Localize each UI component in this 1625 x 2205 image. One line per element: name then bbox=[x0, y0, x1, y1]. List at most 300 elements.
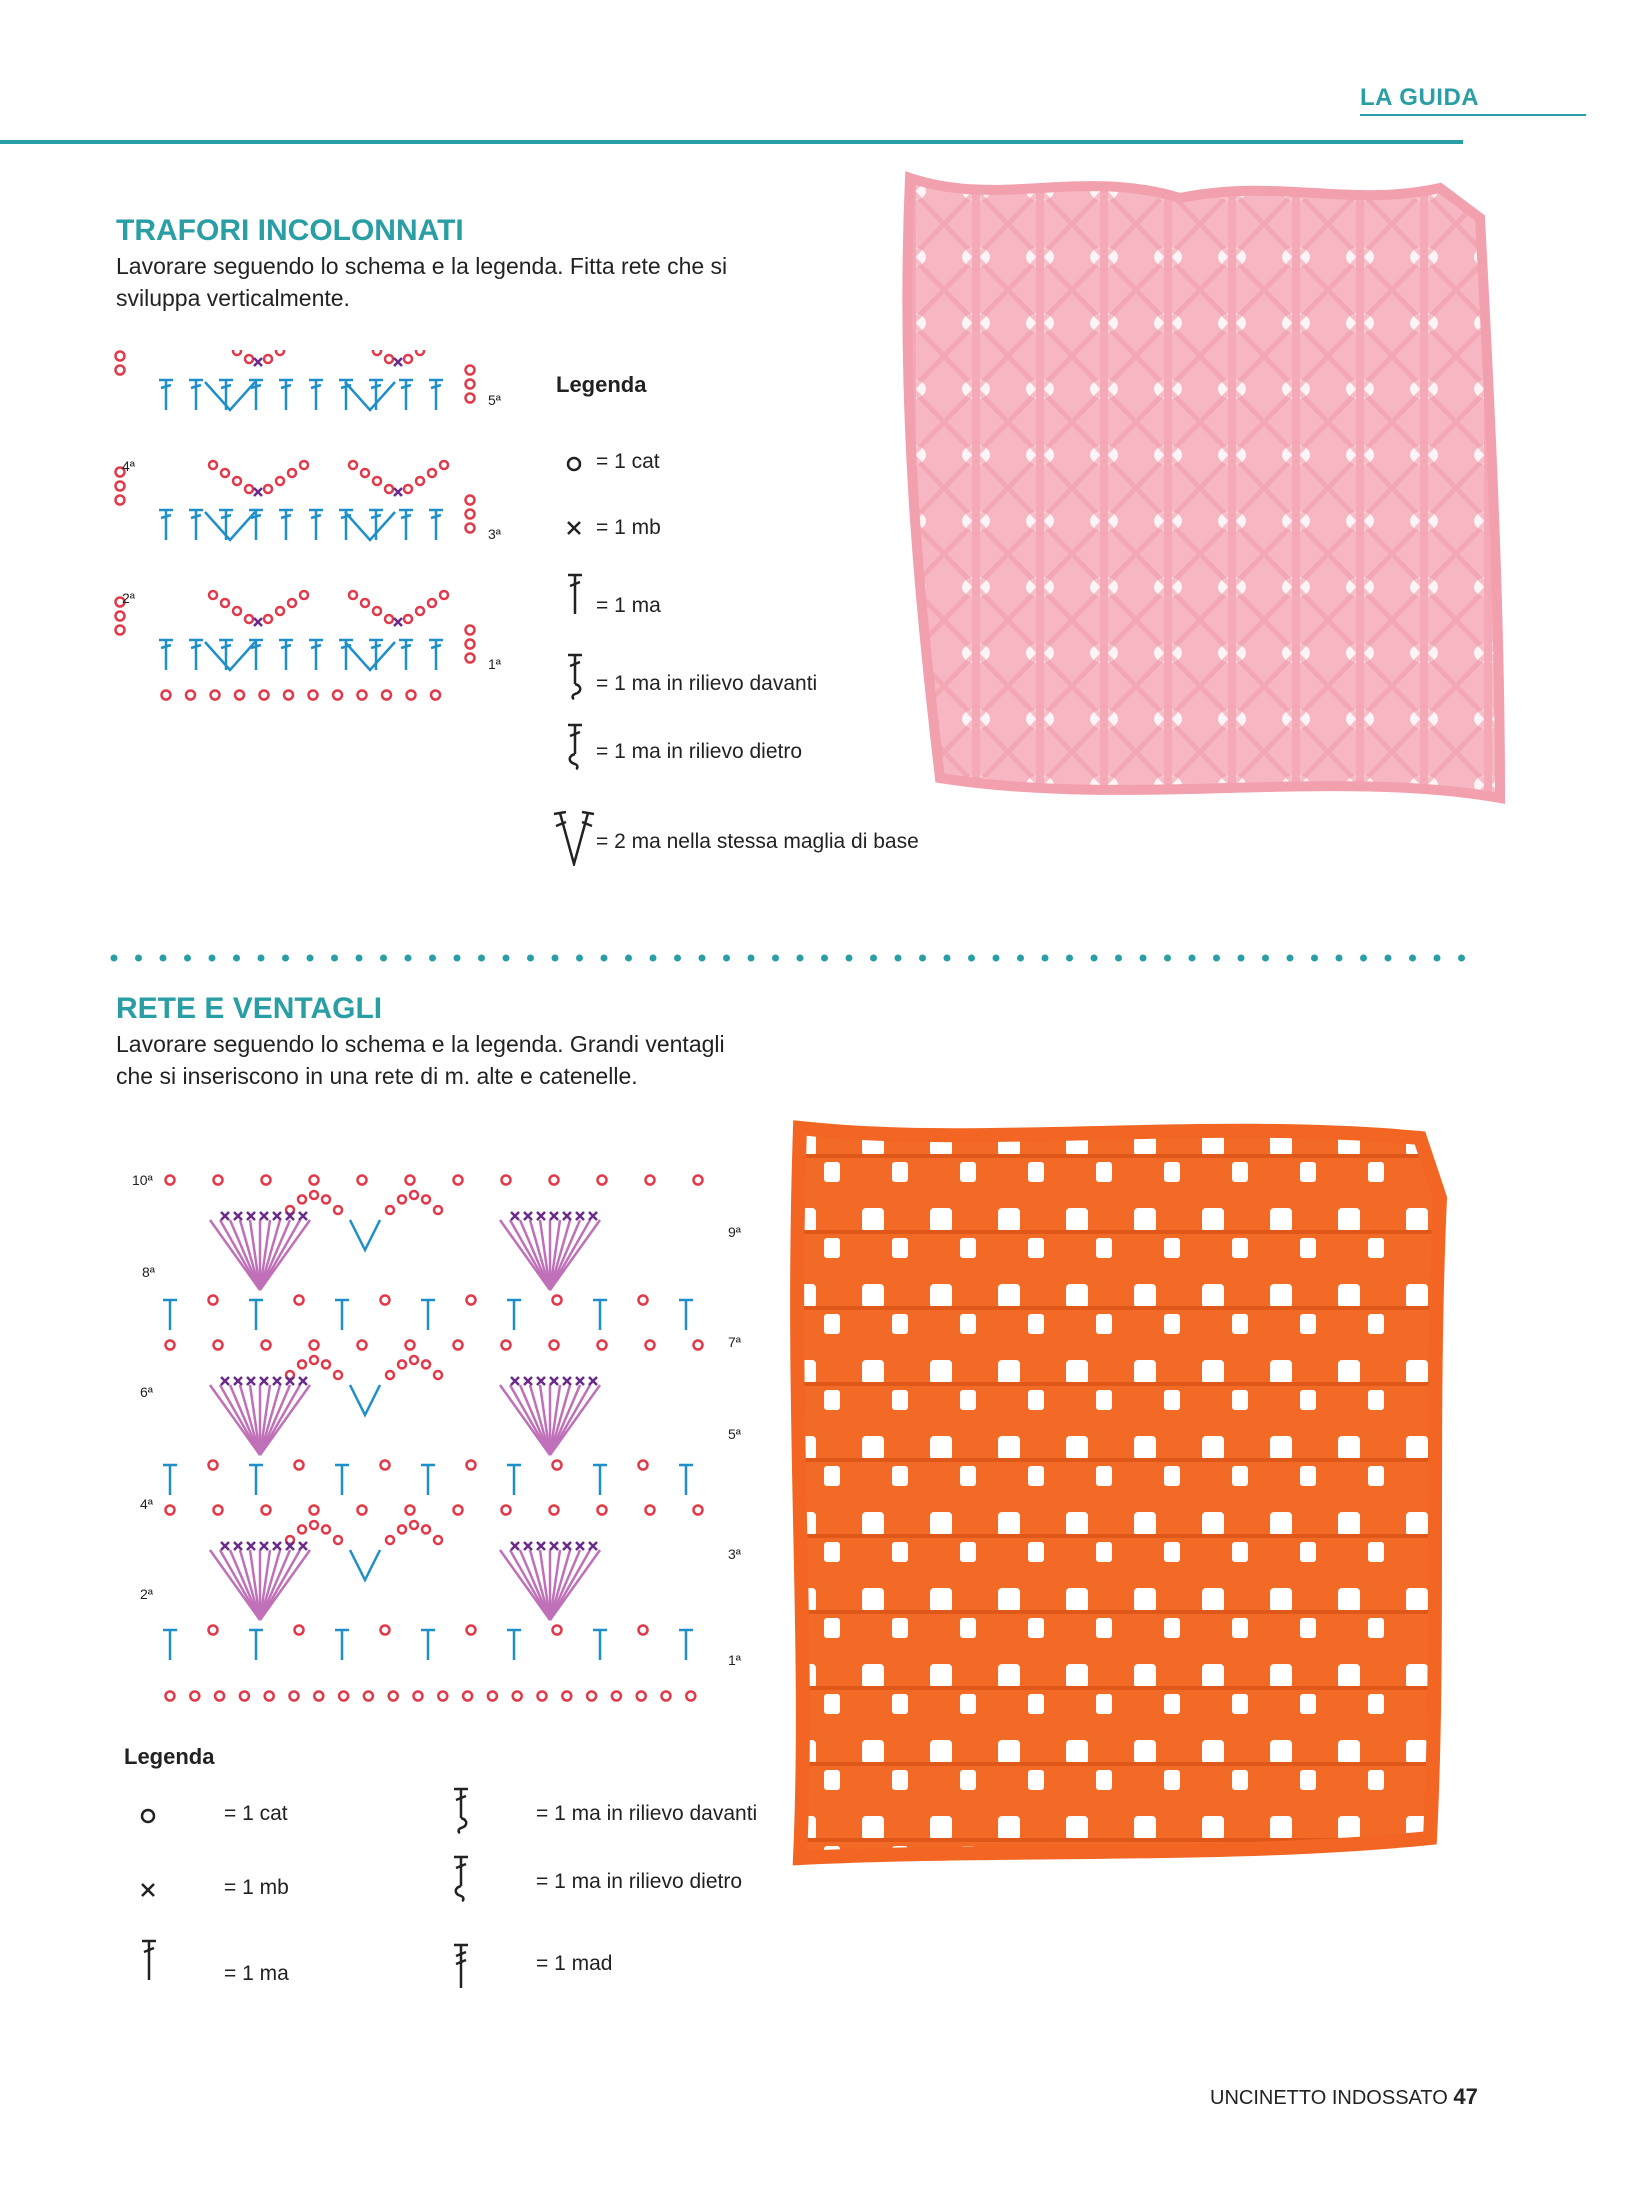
divider-dot bbox=[258, 955, 265, 962]
divider-dot bbox=[772, 955, 779, 962]
chart-chain bbox=[276, 607, 284, 615]
chart-chain bbox=[262, 1176, 271, 1185]
chart-sc bbox=[550, 1377, 558, 1385]
chart-chain bbox=[428, 469, 436, 477]
chart-chain bbox=[694, 1341, 703, 1350]
chart-dc bbox=[335, 1300, 349, 1330]
chart-dc bbox=[189, 380, 203, 410]
divider-dot bbox=[1262, 955, 1269, 962]
s2-row-3: 3ª bbox=[728, 1546, 741, 1562]
chart-sc bbox=[254, 358, 262, 366]
footer-magazine: UNCINETTO INDOSSATO bbox=[1210, 2087, 1448, 2109]
s2-legend-sc: = 1 mb bbox=[224, 1876, 289, 1899]
divider-dot bbox=[1238, 955, 1245, 962]
chart-chain bbox=[264, 485, 272, 493]
chart-chain bbox=[406, 1506, 415, 1515]
chart-dc bbox=[429, 510, 443, 540]
s1-legend-dc: = 1 ma bbox=[596, 594, 661, 617]
chart-chain bbox=[502, 1176, 511, 1185]
chart-dc bbox=[189, 640, 203, 670]
chart-chain bbox=[310, 1191, 318, 1199]
divider-dot bbox=[1311, 955, 1318, 962]
chart-dc bbox=[679, 1300, 693, 1330]
page-footer bbox=[1210, 2084, 1478, 2110]
chart-chain bbox=[646, 1506, 655, 1515]
chart-chain bbox=[466, 496, 475, 505]
chart-dc bbox=[279, 380, 293, 410]
divider-dot bbox=[282, 955, 289, 962]
chart-sc bbox=[254, 618, 262, 626]
chart-sc bbox=[260, 1377, 268, 1385]
chart-chain bbox=[404, 615, 412, 623]
chart-chain bbox=[334, 1371, 342, 1379]
divider-dot bbox=[356, 955, 363, 962]
chart-sc bbox=[234, 1212, 242, 1220]
chart-fan-stitch bbox=[240, 1220, 260, 1290]
chart-chain bbox=[300, 591, 308, 599]
divider-dot bbox=[895, 955, 902, 962]
divider-dot bbox=[1409, 955, 1416, 962]
chart-sc bbox=[537, 1377, 545, 1385]
chart-chain bbox=[454, 1506, 463, 1515]
divider-dot bbox=[331, 955, 338, 962]
chart-chain bbox=[488, 1692, 497, 1701]
chart-dc bbox=[679, 1630, 693, 1660]
divider-dot bbox=[1458, 955, 1465, 962]
chart-chain bbox=[288, 599, 296, 607]
s2-row-8: 8ª bbox=[142, 1264, 155, 1280]
chart-chain bbox=[373, 350, 381, 355]
chart-chain bbox=[466, 654, 475, 663]
section2-description-line2: che si inseriscono in una rete di m. alte e catenelle. bbox=[116, 1063, 638, 1089]
chart-dc bbox=[429, 640, 443, 670]
chart-sc bbox=[511, 1212, 519, 1220]
s2-row-10: 10ª bbox=[132, 1172, 153, 1188]
chart-chain bbox=[116, 612, 125, 621]
chart-chain bbox=[431, 691, 440, 700]
chart-chain bbox=[386, 1206, 394, 1214]
chart-sc bbox=[563, 1377, 571, 1385]
chart-chain bbox=[262, 1506, 271, 1515]
chart-vstitch bbox=[350, 1220, 380, 1250]
chart-chain bbox=[233, 350, 241, 355]
s2-legend-fpdc: = 1 ma in rilievo davanti bbox=[536, 1802, 758, 1825]
s1-legend-vstitch: = 2 ma nella stessa maglia di base bbox=[596, 830, 919, 853]
divider-dot bbox=[674, 955, 681, 962]
divider-dot bbox=[111, 955, 118, 962]
chart-chain bbox=[466, 510, 475, 519]
chart-dc bbox=[335, 1630, 349, 1660]
chart-chain bbox=[467, 1461, 476, 1470]
chart-chain bbox=[385, 485, 393, 493]
chart-chain bbox=[598, 1506, 607, 1515]
chart-chain bbox=[538, 1692, 547, 1701]
s2-row-4: 4ª bbox=[140, 1496, 153, 1512]
chart-fan-stitch bbox=[260, 1220, 280, 1290]
section2-title: RETE E VENTAGLI bbox=[116, 992, 383, 1025]
orange-swatch-photo bbox=[780, 1118, 1460, 1878]
chart-chain bbox=[454, 1176, 463, 1185]
chart-dc bbox=[507, 1465, 521, 1495]
chart-sc bbox=[273, 1542, 281, 1550]
chart-chain bbox=[209, 1296, 218, 1305]
chart-chain bbox=[322, 1195, 330, 1203]
divider-dot bbox=[1434, 955, 1441, 962]
divider-dot bbox=[209, 955, 216, 962]
divider-dot bbox=[625, 955, 632, 962]
chart-dc bbox=[421, 1465, 435, 1495]
chart-chain bbox=[416, 350, 424, 355]
chart-chain bbox=[209, 1461, 218, 1470]
chart-vstitch bbox=[205, 512, 395, 540]
chart-sc bbox=[550, 1542, 558, 1550]
single-crochet-icon bbox=[564, 518, 584, 538]
chart-chain bbox=[434, 1206, 442, 1214]
chart-chain bbox=[513, 1692, 522, 1701]
chart-chain bbox=[639, 1296, 648, 1305]
chart-dc bbox=[369, 640, 383, 670]
divider-dot bbox=[429, 955, 436, 962]
divider-dot bbox=[1115, 955, 1122, 962]
double-crochet-icon bbox=[566, 572, 586, 616]
s1-row-2: 2ª bbox=[122, 590, 135, 606]
front-post-dc-icon bbox=[452, 1786, 474, 1834]
chart-chain bbox=[398, 1195, 406, 1203]
divider-dot bbox=[233, 955, 240, 962]
s2-legend-bpdc: = 1 ma in rilievo dietro bbox=[536, 1870, 743, 1893]
chart-chain bbox=[410, 1191, 418, 1199]
chart-sc bbox=[511, 1542, 519, 1550]
section1-title: TRAFORI INCOLONNATI bbox=[116, 214, 464, 247]
chart-fan-stitch bbox=[550, 1220, 570, 1290]
back-post-dc-icon bbox=[452, 1854, 474, 1902]
section1-description-line2: sviluppa verticalmente. bbox=[116, 285, 350, 311]
chart-sc bbox=[234, 1542, 242, 1550]
chart-dc bbox=[421, 1630, 435, 1660]
chart-chain bbox=[361, 469, 369, 477]
s2-row-7: 7ª bbox=[728, 1334, 741, 1350]
divider-dot bbox=[699, 955, 706, 962]
chart-sc bbox=[537, 1212, 545, 1220]
chart-chain bbox=[502, 1506, 511, 1515]
divider-dot bbox=[527, 955, 534, 962]
s1-row-5: 5ª bbox=[488, 392, 501, 408]
chart-chain bbox=[166, 1341, 175, 1350]
chart-chain bbox=[300, 461, 308, 469]
divider-dot bbox=[1213, 955, 1220, 962]
chart-dc bbox=[399, 380, 413, 410]
chart-chain bbox=[414, 1692, 423, 1701]
chart-chain bbox=[298, 1360, 306, 1368]
chart-sc bbox=[254, 488, 262, 496]
divider-dot bbox=[748, 955, 755, 962]
chart-chain bbox=[550, 1176, 559, 1185]
divider-dot bbox=[1042, 955, 1049, 962]
chart-vstitch bbox=[350, 1385, 380, 1415]
chart-chain bbox=[422, 1360, 430, 1368]
chart-chain bbox=[612, 1692, 621, 1701]
chart-chain bbox=[245, 355, 253, 363]
chart-fan-stitch bbox=[240, 1550, 260, 1620]
divider-dot bbox=[1066, 955, 1073, 962]
chart-sc bbox=[394, 358, 402, 366]
chart-chain bbox=[553, 1461, 562, 1470]
chart-chain bbox=[358, 691, 367, 700]
v-stitch-icon bbox=[552, 808, 596, 866]
chart-fan-stitch bbox=[530, 1385, 550, 1455]
chart-sc bbox=[511, 1377, 519, 1385]
chart-chain bbox=[410, 1521, 418, 1529]
chart-chain bbox=[686, 1692, 695, 1701]
chart-chain bbox=[233, 477, 241, 485]
chart-chain bbox=[116, 366, 125, 375]
chart-dc bbox=[163, 1300, 177, 1330]
back-post-dc-icon bbox=[566, 722, 588, 770]
divider-dot bbox=[846, 955, 853, 962]
divider-dot bbox=[944, 955, 951, 962]
divider-dot bbox=[1287, 955, 1294, 962]
section1-crochet-chart bbox=[110, 350, 520, 720]
chart-vstitch bbox=[205, 382, 395, 410]
divider-dot bbox=[919, 955, 926, 962]
chart-chain bbox=[264, 355, 272, 363]
chart-dc bbox=[399, 640, 413, 670]
chart-dc bbox=[593, 1630, 607, 1660]
s2-legend-trc: = 1 mad bbox=[536, 1952, 613, 1975]
pink-swatch-photo bbox=[880, 158, 1520, 818]
s2-row-1: 1ª bbox=[728, 1652, 741, 1668]
chart-chain bbox=[358, 1506, 367, 1515]
chart-chain bbox=[637, 1692, 646, 1701]
chart-chain bbox=[694, 1506, 703, 1515]
chart-chain bbox=[381, 1626, 390, 1635]
chart-dc bbox=[279, 510, 293, 540]
chart-sc bbox=[247, 1542, 255, 1550]
divider-dot bbox=[723, 955, 730, 962]
chart-chain bbox=[295, 1626, 304, 1635]
header-rule bbox=[0, 140, 1463, 144]
chart-dc bbox=[679, 1465, 693, 1495]
chart-chain bbox=[553, 1296, 562, 1305]
chart-fan-stitch bbox=[240, 1385, 260, 1455]
chart-chain bbox=[349, 591, 357, 599]
chart-sc bbox=[394, 618, 402, 626]
s2-row-9: 9ª bbox=[728, 1224, 741, 1240]
chart-dc bbox=[189, 510, 203, 540]
chart-chain bbox=[333, 691, 342, 700]
chart-chain bbox=[416, 607, 424, 615]
chart-chain bbox=[454, 1341, 463, 1350]
chart-chain bbox=[466, 394, 475, 403]
chart-dc bbox=[593, 1300, 607, 1330]
single-crochet-icon bbox=[138, 1880, 158, 1900]
chart-sc bbox=[299, 1542, 307, 1550]
s2-row-6: 6ª bbox=[140, 1384, 153, 1400]
section2-crochet-chart bbox=[160, 1140, 740, 1710]
chart-chain bbox=[290, 1692, 299, 1701]
chart-chain bbox=[404, 485, 412, 493]
chart-chain bbox=[322, 1360, 330, 1368]
chart-chain bbox=[598, 1341, 607, 1350]
chart-chain bbox=[260, 691, 269, 700]
divider-dot bbox=[1017, 955, 1024, 962]
chart-chain bbox=[284, 691, 293, 700]
chart-chain bbox=[166, 1176, 175, 1185]
chart-chain bbox=[209, 461, 217, 469]
s2-row-2: 2ª bbox=[140, 1586, 153, 1602]
chart-chain bbox=[339, 1692, 348, 1701]
chart-chain bbox=[407, 691, 416, 700]
chart-chain bbox=[298, 1525, 306, 1533]
divider-dot bbox=[1360, 955, 1367, 962]
footer-page-number: 47 bbox=[1453, 2084, 1478, 2109]
chart-sc bbox=[273, 1377, 281, 1385]
chart-fan-stitch bbox=[260, 1385, 280, 1455]
chart-chain bbox=[240, 1692, 249, 1701]
chart-chain bbox=[694, 1176, 703, 1185]
chart-dc bbox=[369, 380, 383, 410]
chart-fan-stitch bbox=[530, 1220, 550, 1290]
chart-chain bbox=[410, 1356, 418, 1364]
chart-sc bbox=[221, 1377, 229, 1385]
chart-chain bbox=[295, 1296, 304, 1305]
chart-chain bbox=[214, 1176, 223, 1185]
chart-chain bbox=[428, 599, 436, 607]
chart-chain bbox=[422, 1195, 430, 1203]
chart-chain bbox=[209, 591, 217, 599]
chart-vstitch bbox=[205, 642, 395, 670]
chart-chain bbox=[214, 1506, 223, 1515]
chart-chain bbox=[186, 691, 195, 700]
chart-chain bbox=[364, 1692, 373, 1701]
chart-chain bbox=[550, 1341, 559, 1350]
chart-chain bbox=[385, 615, 393, 623]
chart-chain bbox=[221, 469, 229, 477]
chart-sc bbox=[247, 1377, 255, 1385]
chart-chain bbox=[550, 1506, 559, 1515]
chart-chain bbox=[166, 1506, 175, 1515]
divider-dot bbox=[1189, 955, 1196, 962]
chart-chain bbox=[233, 607, 241, 615]
chart-sc bbox=[563, 1542, 571, 1550]
divider-dot bbox=[1336, 955, 1343, 962]
chart-fan-stitch bbox=[530, 1550, 550, 1620]
front-post-dc-icon bbox=[566, 652, 588, 700]
chart-sc bbox=[576, 1212, 584, 1220]
chart-dc bbox=[159, 510, 173, 540]
divider-dot bbox=[160, 955, 167, 962]
chart-chain bbox=[646, 1341, 655, 1350]
chart-chain bbox=[361, 599, 369, 607]
divider-dot bbox=[454, 955, 461, 962]
chart-chain bbox=[162, 691, 171, 700]
divider-dot bbox=[503, 955, 510, 962]
chart-sc bbox=[576, 1542, 584, 1550]
chart-dc bbox=[507, 1300, 521, 1330]
s1-row-4: 4ª bbox=[122, 458, 135, 474]
chart-chain bbox=[598, 1176, 607, 1185]
chart-dc bbox=[279, 640, 293, 670]
chart-chain bbox=[467, 1626, 476, 1635]
chart-chain bbox=[406, 1341, 415, 1350]
chart-dc bbox=[163, 1630, 177, 1660]
chart-chain bbox=[214, 1341, 223, 1350]
divider-dot bbox=[1140, 955, 1147, 962]
chart-chain bbox=[265, 1692, 274, 1701]
chart-chain bbox=[276, 350, 284, 355]
chart-chain bbox=[309, 691, 318, 700]
chart-chain bbox=[639, 1626, 648, 1635]
chart-chain bbox=[334, 1536, 342, 1544]
chart-chain bbox=[382, 691, 391, 700]
chart-chain bbox=[466, 640, 475, 649]
chart-chain bbox=[434, 1536, 442, 1544]
chart-chain bbox=[310, 1176, 319, 1185]
chart-chain bbox=[398, 1525, 406, 1533]
divider-dot bbox=[380, 955, 387, 962]
chain-icon bbox=[138, 1806, 158, 1826]
chart-chain bbox=[389, 1692, 398, 1701]
chart-chain bbox=[466, 524, 475, 533]
chart-chain bbox=[116, 496, 125, 505]
chart-dc bbox=[159, 640, 173, 670]
chart-dc bbox=[429, 380, 443, 410]
chart-chain bbox=[386, 1536, 394, 1544]
divider-dot bbox=[797, 955, 804, 962]
chart-chain bbox=[211, 691, 220, 700]
chart-sc bbox=[563, 1212, 571, 1220]
chart-chain bbox=[502, 1341, 511, 1350]
chart-chain bbox=[166, 1692, 175, 1701]
chart-chain bbox=[466, 366, 475, 375]
chart-chain bbox=[434, 1371, 442, 1379]
chart-chain bbox=[358, 1176, 367, 1185]
chart-chain bbox=[404, 355, 412, 363]
divider-dot bbox=[184, 955, 191, 962]
chart-chain bbox=[373, 607, 381, 615]
divider-dot bbox=[307, 955, 314, 962]
s2-row-5: 5ª bbox=[728, 1426, 741, 1442]
chart-dc bbox=[309, 380, 323, 410]
chart-dc bbox=[369, 510, 383, 540]
divider-dot bbox=[405, 955, 412, 962]
divider-dot bbox=[870, 955, 877, 962]
divider-dot bbox=[601, 955, 608, 962]
chart-chain bbox=[310, 1356, 318, 1364]
chart-sc bbox=[524, 1212, 532, 1220]
divider-dot bbox=[552, 955, 559, 962]
chart-dc bbox=[249, 1465, 263, 1495]
s1-row-1: 1ª bbox=[488, 656, 501, 672]
chart-dc bbox=[309, 640, 323, 670]
divider-dot bbox=[576, 955, 583, 962]
s1-legend-chain: = 1 cat bbox=[596, 450, 660, 473]
chart-chain bbox=[298, 1195, 306, 1203]
chart-chain bbox=[662, 1692, 671, 1701]
chart-sc bbox=[299, 1212, 307, 1220]
chart-dc bbox=[249, 1630, 263, 1660]
chart-chain bbox=[373, 477, 381, 485]
chart-chain bbox=[440, 591, 448, 599]
section-header: LA GUIDA bbox=[1360, 84, 1480, 111]
chart-chain bbox=[646, 1176, 655, 1185]
divider-dot bbox=[650, 955, 657, 962]
chart-dc bbox=[309, 510, 323, 540]
treble-crochet-icon bbox=[452, 1942, 474, 1990]
chart-fan-stitch bbox=[550, 1385, 570, 1455]
chart-chain bbox=[587, 1692, 596, 1701]
chart-chain bbox=[262, 1341, 271, 1350]
